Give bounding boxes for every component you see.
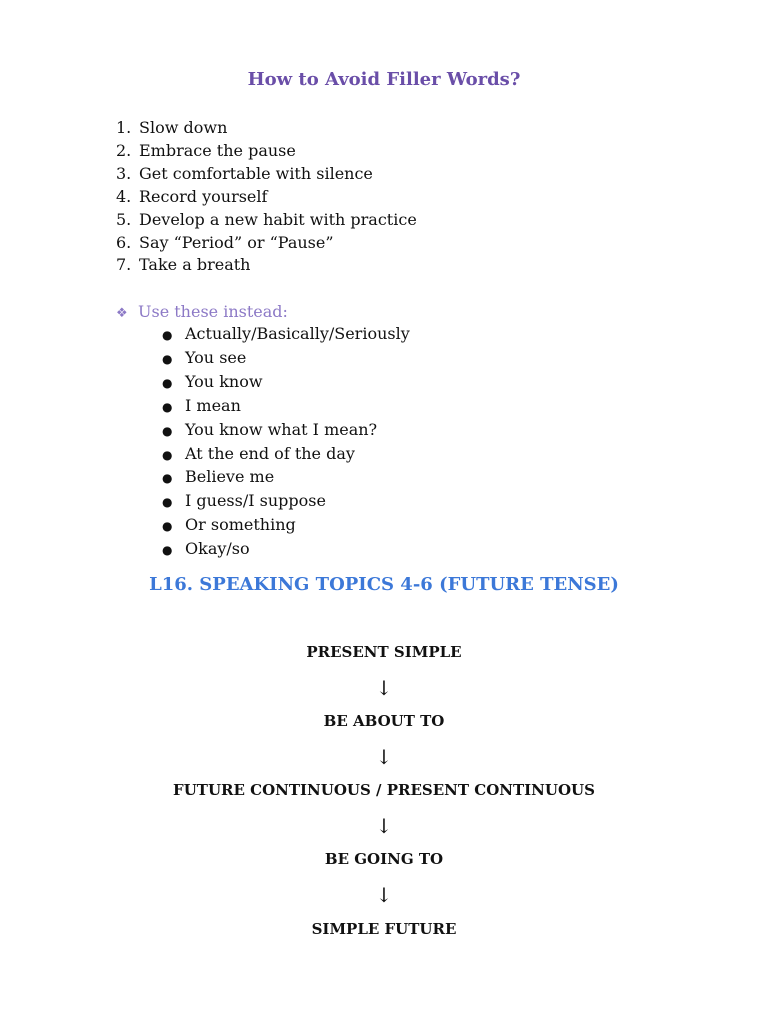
list-item bbox=[116, 163, 417, 186]
bullet-dot-icon: ● bbox=[162, 351, 173, 366]
list-item-text: I mean bbox=[185, 395, 241, 415]
list-item bbox=[162, 347, 410, 371]
down-arrow-icon: ↓ bbox=[375, 745, 393, 769]
flow-step-be-about-to: BE ABOUT TO bbox=[323, 712, 445, 730]
bullet-dot-icon: ● bbox=[162, 543, 173, 558]
list-item bbox=[162, 538, 410, 562]
down-arrow-icon: ↓ bbox=[375, 883, 393, 907]
diamond-bullet-icon: ❖ bbox=[116, 306, 128, 321]
flow-step-be-going-to: BE GOING TO bbox=[324, 850, 444, 868]
list-number: 7. bbox=[116, 255, 132, 275]
list-item-text: Get comfortable with silence bbox=[139, 163, 373, 183]
list-number: 4. bbox=[116, 186, 132, 206]
bullet-dot-icon: ● bbox=[162, 399, 173, 414]
bullet-dot-icon: ● bbox=[162, 423, 173, 438]
list-item-text: I guess/I suppose bbox=[185, 491, 326, 511]
list-number: 5. bbox=[116, 209, 132, 229]
list-item-text: You see bbox=[185, 347, 247, 367]
list-item-text: Embrace the pause bbox=[139, 140, 296, 160]
tips-list bbox=[116, 117, 417, 277]
list-item-text: Record yourself bbox=[139, 186, 268, 206]
list-item-text: Actually/Basically/Seriously bbox=[185, 324, 410, 343]
list-number: 2. bbox=[116, 140, 132, 160]
bullet-dot-icon: ● bbox=[162, 375, 173, 390]
list-item-text: You know what I mean? bbox=[185, 419, 378, 439]
list-number: 3. bbox=[116, 163, 132, 183]
list-item-text: Take a breath bbox=[139, 255, 251, 275]
list-item-text: Believe me bbox=[185, 467, 275, 487]
bullet-dot-icon: ● bbox=[162, 328, 173, 342]
list-item bbox=[162, 514, 410, 538]
list-item-text: You know bbox=[185, 371, 263, 391]
list-item bbox=[162, 443, 410, 467]
list-item bbox=[162, 371, 410, 395]
bullet-dot-icon: ● bbox=[162, 471, 173, 486]
list-item-text: Slow down bbox=[139, 118, 228, 137]
list-number: 1. bbox=[116, 118, 132, 137]
list-item bbox=[162, 323, 410, 347]
list-item bbox=[162, 395, 410, 419]
list-item-text: Develop a new habit with practice bbox=[139, 209, 417, 229]
list-item bbox=[162, 466, 410, 490]
bullet-dot-icon: ● bbox=[162, 447, 173, 462]
flow-step-future-continuous: FUTURE CONTINUOUS / PRESENT CONTINUOUS bbox=[173, 781, 595, 799]
list-item-text: At the end of the day bbox=[185, 443, 355, 463]
list-item-text: Okay/so bbox=[185, 539, 250, 559]
list-item bbox=[116, 186, 417, 209]
flow-step-simple-future: SIMPLE FUTURE bbox=[311, 920, 457, 938]
down-arrow-icon: ↓ bbox=[375, 814, 393, 838]
list-item bbox=[116, 117, 417, 140]
list-item-text: Or something bbox=[185, 515, 296, 535]
list-item-text: Say “Period” or “Pause” bbox=[139, 232, 334, 252]
list-item bbox=[116, 140, 417, 163]
page-title: How to Avoid Filler Words? bbox=[247, 69, 521, 90]
list-number: 6. bbox=[116, 232, 132, 252]
bullet-dot-icon: ● bbox=[162, 519, 173, 534]
list-item bbox=[162, 490, 410, 514]
bullet-dot-icon: ● bbox=[162, 495, 173, 510]
list-item bbox=[116, 254, 417, 277]
flow-step-present-simple: PRESENT SIMPLE bbox=[306, 643, 462, 661]
down-arrow-icon: ↓ bbox=[375, 676, 393, 700]
alternatives-heading bbox=[116, 300, 288, 325]
alternatives-list bbox=[162, 323, 410, 562]
list-item bbox=[162, 419, 410, 443]
alternatives-heading-text: Use these instead: bbox=[138, 302, 288, 321]
list-item bbox=[116, 232, 417, 255]
lesson-heading: L16. SPEAKING TOPICS 4-6 (FUTURE TENSE) bbox=[149, 574, 619, 595]
list-item bbox=[116, 209, 417, 232]
